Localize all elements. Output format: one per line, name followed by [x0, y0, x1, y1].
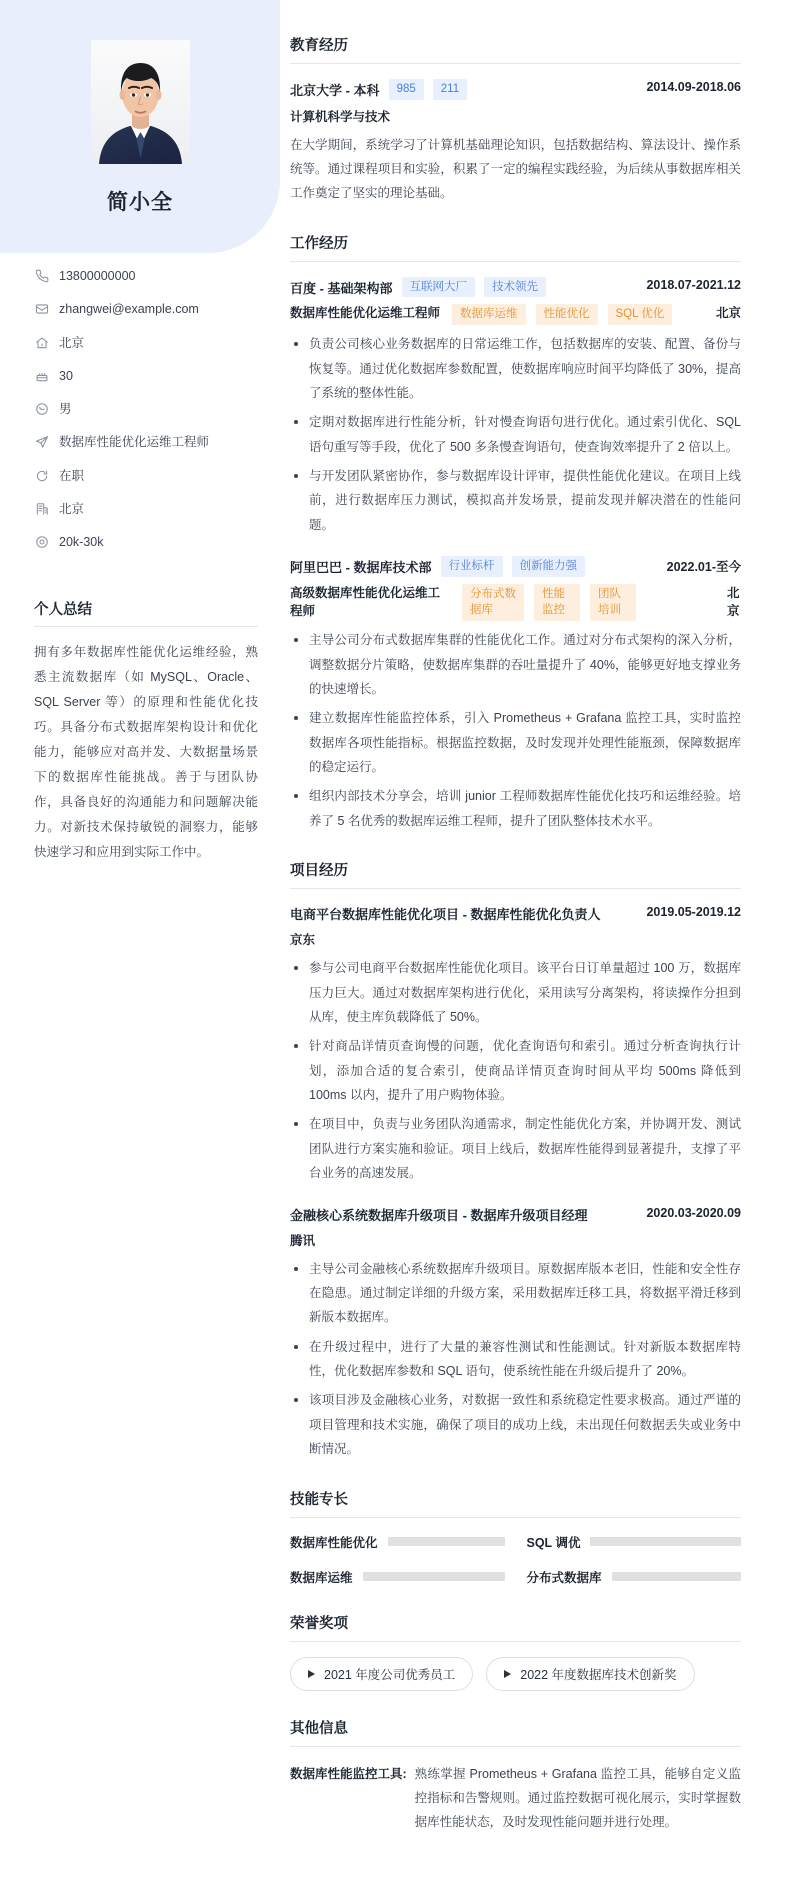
- phone-icon: [34, 269, 49, 284]
- projects-title: 项目经历: [290, 859, 741, 889]
- avatar: [91, 40, 190, 164]
- work-company-tag: 技术领先: [484, 277, 546, 298]
- project-company: 腾讯: [290, 1233, 316, 1248]
- work-role-tag: 团队培训: [590, 584, 636, 621]
- contact-list: [0, 268, 280, 550]
- skill-progress-track: [363, 1572, 505, 1581]
- gender-icon: [34, 402, 49, 417]
- contact-item-salary: [34, 534, 258, 550]
- contact-value-age: 30: [59, 368, 73, 383]
- work-role: 高级数据库性能优化运维工程师: [290, 585, 441, 618]
- honors-title: 荣誉奖项: [290, 1612, 741, 1642]
- honor-label: 2021 年度公司优秀员工: [324, 1667, 456, 1682]
- skill-progress-track: [388, 1537, 505, 1546]
- skill-item: [290, 1533, 505, 1551]
- work-bullet: 负责公司核心业务数据库的日常运维工作，包括数据库的安装、配置、备份与恢复等。通过优化数据库参数配置，使数据库响应时间平均降低了 30%，提高了系统的整体性能。: [290, 332, 741, 405]
- skill-item: [290, 1568, 505, 1586]
- project-date: 2019.05-2019.12: [646, 905, 741, 920]
- work-location: 北京: [715, 306, 741, 321]
- project-bullet: 主导公司金融核心系统数据库升级项目。原数据库版本老旧，性能和安全性存在隐患。通过制定详细的升级方案，采用数据库迁移工具，将数据平滑迁移到新版本数据库。: [290, 1257, 741, 1330]
- honor-chip[interactable]: [290, 1657, 473, 1691]
- project-name: 电商平台数据库性能优化项目 - 数据库性能优化负责人: [290, 907, 601, 923]
- education-description: 在大学期间，系统学习了计算机基础理论知识，包括数据结构、算法设计、操作系统等。通过课程项目和实验，积累了一定的编程实践经验，为后续从事数据库相关工作奠定了坚实的理论基础。: [290, 137, 741, 201]
- work-company-tag: 行业标杆: [441, 556, 503, 577]
- contact-value-city: 北京: [59, 501, 85, 516]
- contact-value-gender: 男: [59, 402, 72, 416]
- honors-list: [290, 1657, 741, 1691]
- cake-icon: [34, 368, 49, 383]
- person-name: 简小全: [107, 191, 173, 214]
- honors-section: [290, 1612, 741, 1691]
- avatar-container: [0, 0, 280, 164]
- work-role-tag: SQL 优化: [608, 304, 673, 325]
- education-tag: 985: [389, 79, 424, 100]
- education-school: 北京大学 - 本科: [290, 82, 380, 98]
- other-item: [290, 1762, 741, 1835]
- project-bullet: 参与公司电商平台数据库性能优化项目。该平台日订单量超过 100 万，数据库压力巨大。通过对数据库架构进行优化，采用读写分离架构，将读操作分担到从库，使主库负载降低了 50%。: [290, 956, 741, 1029]
- contact-value-salary: 20k-30k: [59, 535, 104, 549]
- summary-section: [0, 598, 280, 865]
- honor-chip[interactable]: [486, 1657, 694, 1691]
- education-title: 教育经历: [290, 34, 741, 64]
- contact-value-email: zhangwei@example.com: [59, 302, 199, 317]
- project-bullet: 在升级过程中，进行了大量的兼容性测试和性能测试。针对新版本数据库特性，优化数据库参数和 SQL 语句，使系统性能在升级后提升了 20%。: [290, 1335, 741, 1384]
- work-section: [290, 232, 741, 833]
- education-date: 2014.09-2018.06: [646, 80, 741, 94]
- skill-label: 数据库性能优化: [290, 1535, 378, 1550]
- project-name: 金融核心系统数据库升级项目 - 数据库升级项目经理: [290, 1207, 588, 1223]
- salary-icon: [34, 535, 49, 550]
- contact-item-gender: [34, 401, 258, 417]
- position-icon: [34, 435, 49, 450]
- education-major: 计算机科学与技术: [290, 109, 391, 124]
- contact-value-status: 在职: [59, 468, 85, 483]
- skills-title: 技能专长: [290, 1488, 741, 1518]
- skill-label: 分布式数据库: [526, 1570, 602, 1585]
- work-location: 北京: [727, 585, 740, 618]
- work-entry-head: [290, 277, 741, 298]
- projects-section: [290, 859, 741, 1461]
- contact-item-position: [34, 434, 258, 450]
- work-bullet: 与开发团队紧密协作，参与数据库设计评审，提供性能优化建议。在项目上线前，进行数据库压力测试，模拟高并发场景，提前发现并解决潜在的性能问题。: [290, 464, 741, 537]
- other-title: 其他信息: [290, 1717, 741, 1747]
- work-role-tag: 分布式数据库: [462, 584, 524, 621]
- work-entry-head: [290, 556, 741, 577]
- work-entry: [290, 556, 741, 833]
- sidebar: [0, 0, 280, 905]
- project-company: 京东: [290, 933, 316, 948]
- work-company-tag: 互联网大厂: [402, 277, 476, 298]
- work-date: 2022.01-至今: [666, 560, 741, 575]
- contact-item-phone: [34, 268, 258, 284]
- work-role: 数据库性能优化运维工程师: [290, 306, 441, 321]
- contact-item-hometown: [34, 335, 258, 351]
- summary-text: 拥有多年数据库性能优化运维经验，熟悉主流数据库（如 MySQL、Oracle、SQL Server 等）的原理和性能优化技巧。具备分布式数据库架构设计和优化能力，能够应对高并发、大数据量场景下的数据库性能挑战。善于与团队协作，具备良好的沟通能力和问题解决能力。对新技术保持敏锐的洞察力，能够快速学习和应用到实际工作中。: [34, 645, 258, 860]
- skill-item: [527, 1568, 742, 1586]
- skills-grid: [290, 1533, 741, 1586]
- contact-item-age: [34, 368, 258, 384]
- status-icon: [34, 468, 49, 483]
- mail-icon: [34, 302, 49, 317]
- honor-label: 2022 年度数据库技术创新奖: [520, 1667, 677, 1682]
- work-bullet: 建立数据库性能监控体系，引入 Prometheus + Grafana 监控工具，实时监控数据库各项性能指标。根据监控数据，及时发现并处理性能瓶颈，保障数据库的稳定运行。: [290, 706, 741, 779]
- project-entry-head: [290, 904, 741, 923]
- play-triangle-icon: [504, 1670, 511, 1678]
- skills-section: [290, 1488, 741, 1586]
- project-bullets: [290, 956, 741, 1185]
- skill-item: [527, 1533, 742, 1551]
- education-tag: 211: [433, 79, 467, 100]
- skill-progress-track: [590, 1537, 741, 1546]
- work-role-row: [290, 584, 741, 621]
- education-section: [290, 34, 741, 206]
- summary-title: 个人总结: [34, 598, 258, 627]
- other-section: [290, 1717, 741, 1835]
- skill-progress-track: [612, 1572, 741, 1581]
- project-date: 2020.03-2020.09: [646, 1205, 741, 1220]
- city-icon: [34, 501, 49, 516]
- contact-value-position: 数据库性能优化运维工程师: [59, 435, 210, 450]
- contact-value-phone: 13800000000: [59, 269, 136, 283]
- other-label: 数据库性能监控工具:: [290, 1766, 407, 1781]
- work-bullets: [290, 332, 741, 537]
- project-entry: [290, 904, 741, 1185]
- contact-item-email: [34, 301, 258, 317]
- project-bullet: 针对商品详情页查询慢的问题，优化查询语句和索引。通过分析查询执行计划，添加合适的复合索引，使商品详情页查询时间从平均 500ms 降低到 100ms 以内，提升了用户购物体验。: [290, 1034, 741, 1107]
- work-entry: [290, 277, 741, 537]
- contact-item-city: [34, 501, 258, 517]
- education-entry-head: [290, 79, 741, 100]
- work-date: 2018.07-2021.12: [646, 277, 741, 292]
- work-company: 百度 - 基础架构部: [290, 280, 393, 296]
- project-entry: [290, 1205, 741, 1462]
- project-bullets: [290, 1257, 741, 1462]
- skill-label: SQL 调优: [526, 1535, 581, 1550]
- work-title: 工作经历: [290, 232, 741, 262]
- work-company-tag: 创新能力强: [512, 556, 586, 577]
- work-role-tag: 数据库运维: [452, 304, 526, 325]
- work-bullet: 组织内部技术分享会，培训 junior 工程师数据库性能优化技巧和运维经验。培养了 5 名优秀的数据库运维工程师，提升了团队整体技术水平。: [290, 784, 741, 833]
- work-role-row: [290, 304, 741, 325]
- home-icon: [34, 335, 49, 350]
- main-column: [280, 0, 794, 1891]
- project-bullet: 该项目涉及金融核心业务，对数据一致性和系统稳定性要求极高。通过严谨的项目管理和技术实施，确保了项目的成功上线，未出现任何数据丢失或业务中断情况。: [290, 1388, 741, 1461]
- work-role-tag: 性能监控: [534, 584, 580, 621]
- contact-item-status: [34, 468, 258, 484]
- work-bullet: 定期对数据库进行性能分析，针对慢查询语句进行优化。通过索引优化、SQL 语句重写等手段，优化了 500 多条慢查询语句，使查询效率提升了 2 倍以上。: [290, 410, 741, 459]
- education-entry: [290, 79, 741, 206]
- play-triangle-icon: [308, 1670, 315, 1678]
- contact-value-hometown: 北京: [59, 335, 85, 350]
- project-bullet: 在项目中，负责与业务团队沟通需求，制定性能优化方案，并协调开发、测试团队进行方案实施和验证。项目上线后，数据库性能得到显著提升，支撑了平台业务的高速发展。: [290, 1112, 741, 1185]
- work-bullet: 主导公司分布式数据库集群的性能优化工作。通过对分布式架构的深入分析，调整数据分片策略，使数据库集群的吞吐量提升了 40%，能够更好地支撑业务的快速增长。: [290, 628, 741, 701]
- project-entry-head: [290, 1205, 741, 1224]
- work-role-tag: 性能优化: [536, 304, 598, 325]
- skill-label: 数据库运维: [290, 1570, 353, 1585]
- work-company: 阿里巴巴 - 数据库技术部: [290, 559, 432, 575]
- other-text: 熟练掌握 Prometheus + Grafana 监控工具，能够自定义监控指标和告警规则。通过监控数据可视化展示，实时掌握数据库性能状态，及时发现性能问题并进行处理。: [414, 1766, 741, 1830]
- work-bullets: [290, 628, 741, 833]
